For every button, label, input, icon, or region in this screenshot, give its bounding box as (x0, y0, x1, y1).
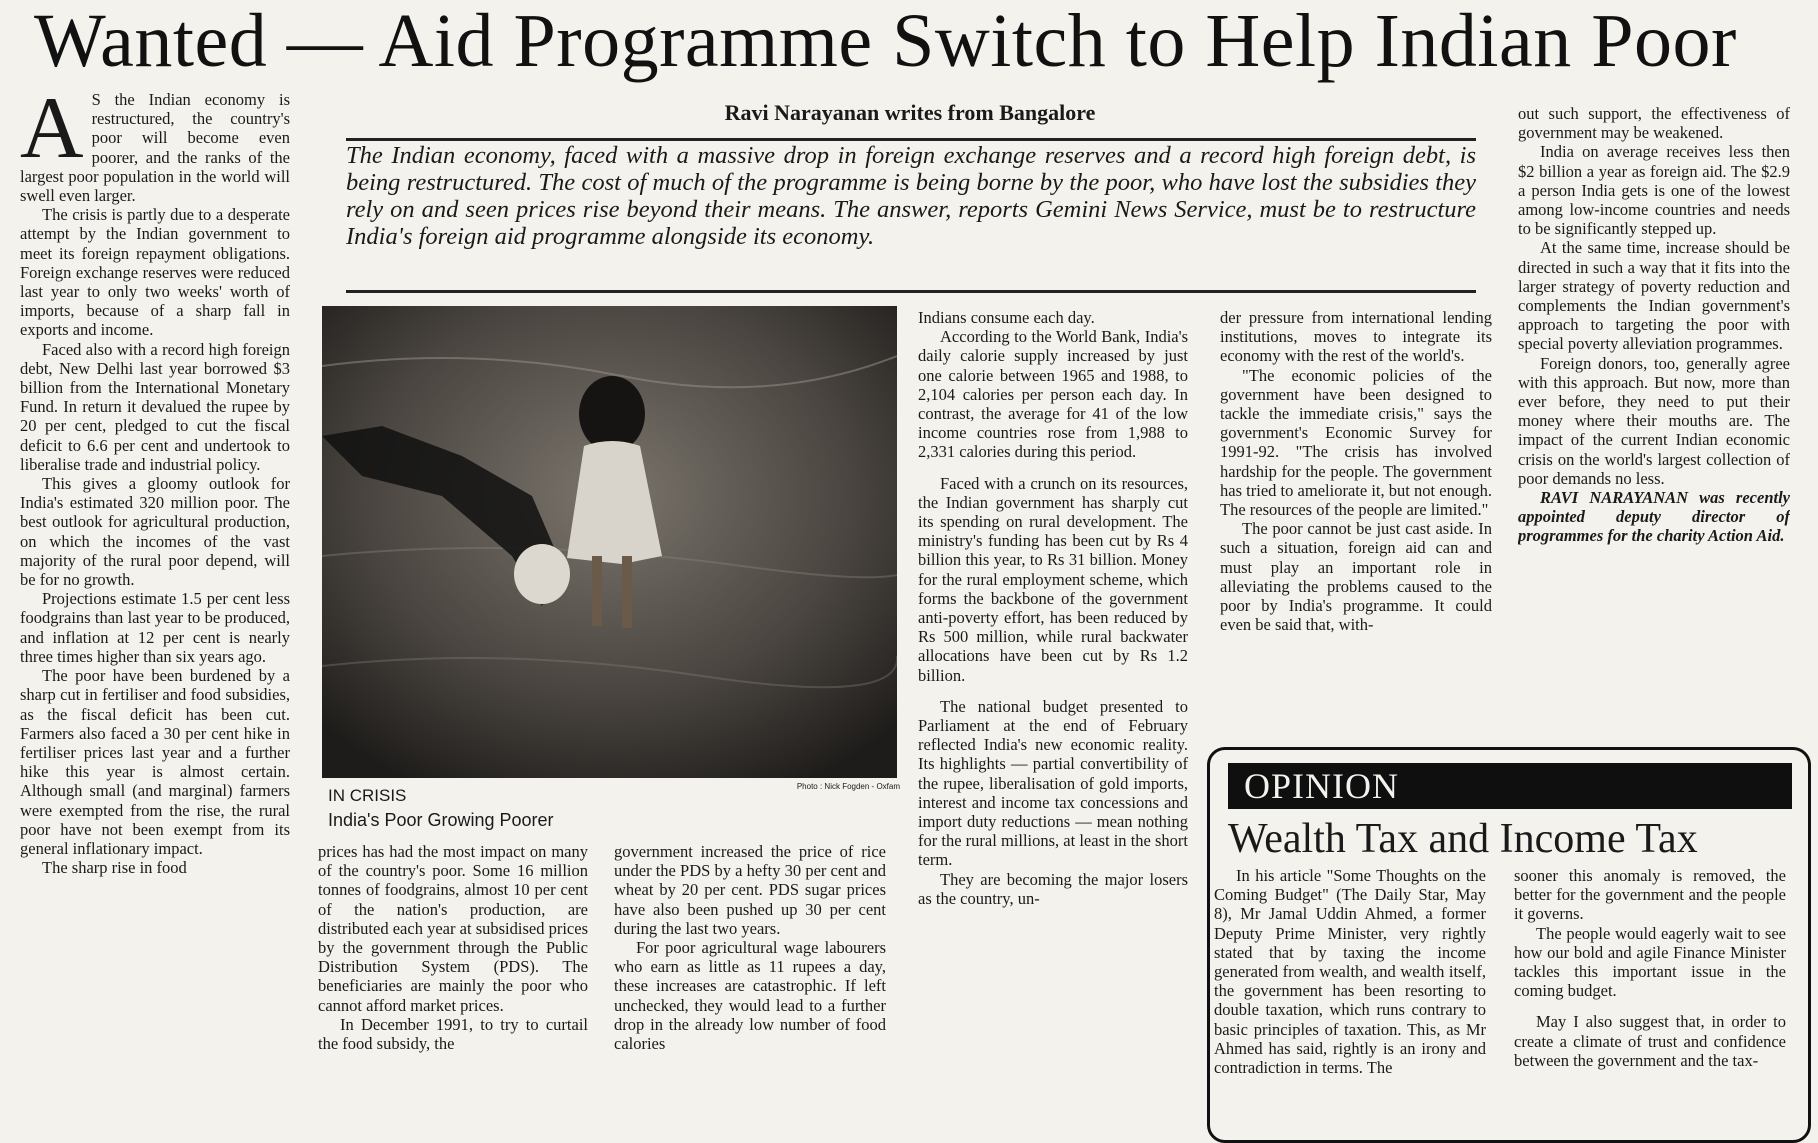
headline: Wanted — Aid Programme Switch to Help Indian Poor (34, 0, 1737, 83)
opinion-headline: Wealth Tax and Income Tax (1228, 816, 1698, 862)
rule-standfirst-bottom (346, 290, 1476, 293)
column-3 (614, 842, 886, 1112)
column-6 (1518, 104, 1790, 734)
paragraph: Foreign donors, too, generally agree with this approach. But now, more than ever before, they need to put their money where their mouths are. The impact of the current Indian economic crisis on the world's largest collection of poor demands no less. (1518, 353, 1790, 488)
opinion-label: OPINION (1228, 763, 1792, 809)
paragraph: They are becoming the major losers as the country, un- (918, 869, 1188, 908)
paragraph: government increased the price of rice under the PDS by a hefty 30 per cent and wheat by 20 per cent. PDS sugar prices have also been pushed up 30 per cent during the last two years. (614, 842, 886, 938)
paragraph: S the Indian economy is restructured, the country's poor will become even poorer, and the ranks of the largest poor population in the world will swell even larger. (20, 90, 290, 206)
paragraph: In his article "Some Thoughts on the Coming Budget" (The Daily Star, May 8), Mr Jamal Uddin Ahmed, a former Deputy Prime Minister, very rightly stated that by taxing the income generated from wealth, and wealth itself, the government has been resorting to double taxation, which runs contrary to basic principles of taxation. This, as Mr Ahmed has said, rightly is an irony and contradiction in terms. The (1214, 866, 1486, 1078)
paragraph: May I also suggest that, in order to create a climate of trust and confidence between the government and the tax- (1514, 1012, 1786, 1070)
paragraph: The people would eagerly wait to see how our bold and agile Finance Minister tackles this important issue in the coming budget. (1514, 923, 1786, 1001)
opinion-column-left (1214, 866, 1486, 1122)
column-2 (318, 842, 588, 1112)
caption-label: IN CRISIS (328, 786, 407, 805)
paragraph: Indians consume each day. (918, 308, 1095, 327)
column-1 (20, 90, 290, 1090)
paragraph: According to the World Bank, India's daily calorie supply increased by just one calorie between 1965 and 1988, to 2,104 calories per person each day. In contrast, the average for 41 of the low income countries rose from 1,988 to 2,331 calories during this period. (918, 327, 1188, 462)
paragraph: Projections estimate 1.5 per cent less foodgrains than last year to be produced, and inflation at 12 per cent is nearly three times higher than six years ago. (20, 589, 290, 666)
paragraph: At the same time, increase should be directed in such a way that it fits into the larger strategy of poverty reduction and complements the Indian government's approach to targeting the poor with special poverty alleviation programmes. (1518, 238, 1790, 354)
standfirst: The Indian economy, faced with a massive drop in foreign exchange reserves and a record high foreign debt, is being restructured. The cost of much of the programme is being borne by the poor, who have lost the subsidies they rely on and seen prices rise beyond their means. The answer, reports Gemini News Service, must be to restructure India's foreign aid programme alongside its economy. (346, 142, 1476, 250)
photo-child-on-sand (322, 306, 897, 778)
paragraph: In December 1991, to try to curtail the food subsidy, the (318, 1014, 588, 1054)
paragraph: Faced also with a record high foreign debt, New Delhi last year borrowed $3 billion from the International Monetary Fund. In return it devalued the rupee by 20 per cent, pledged to cut the fiscal deficit to 6.6 per cent and undertook to liberalise trade and industrial policy. (20, 339, 290, 474)
paragraph: The crisis is partly due to a desperate attempt by the Indian government to meet its foreign repayment obligations. Foreign exchange reserves were reduced last year to only two weeks' worth of imports, because of a sharp fall in exports and income. (20, 205, 290, 340)
paragraph: For poor agricultural wage labourers who earn as little as 11 rupees a day, these increases are catastrophic. If left unchecked, they would lead to a further drop in the already low number of food calories (614, 938, 886, 1054)
news-photo (322, 306, 897, 778)
photo-credit: Photo : Nick Fogden - Oxfam (796, 782, 900, 791)
paragraph: The poor cannot be just cast aside. In such a situation, foreign aid can and must play an important role in alleviating the problems caused to the poor by India's programme. It could even be said that, with- (1220, 519, 1492, 635)
opinion-column-right (1514, 866, 1786, 1122)
paragraph: prices has had the most impact on many of the country's poor. Some 16 million tonnes of foodgrains, almost 10 per cent of the nation's production, are distributed each year at subsidised prices by the government through the Public Distribution System (PDS). The beneficiaries are mainly the poor who cannot afford market prices. (318, 842, 588, 1015)
rule-standfirst-top (346, 138, 1476, 141)
paragraph: India on average receives less then $2 billion a year as foreign aid. The $2.9 a person India gets is one of the lowest among low-income countries and needs to be significantly stepped up. (1518, 142, 1790, 239)
author-note: RAVI NARAYANAN was recently appointed deputy director of programmes for the charity Action Aid. (1518, 488, 1790, 546)
drop-cap: A (20, 90, 84, 177)
byline: Ravi Narayanan writes from Bangalore (724, 100, 1096, 125)
paragraph: The national budget presented to Parliament at the end of February reflected India's new economic reality. Its highlights — partial convertibility of the rupee, liberalisation of gold imports, interest and income tax concessions and import duty reductions — mean nothing for the rural millions, at least in the short term. (918, 696, 1188, 870)
column-5 (1220, 308, 1492, 728)
paragraph: der pressure from international lending institutions, moves to integrate its economy with the rest of the world's. (1220, 308, 1492, 366)
paragraph: The sharp rise in food (42, 858, 187, 878)
paragraph: sooner this anomaly is removed, the better for the government and the people it governs. (1514, 866, 1786, 924)
paragraph: out such support, the effectiveness of government may be weakened. (1518, 104, 1790, 143)
paragraph: Faced with a crunch on its resources, the Indian government has sharply cut its spending on rural development. The ministry's funding has been cut by Rs 4 billion this year, to Rs 31 billion. Money for the rural employment scheme, which forms the backbone of the government anti-poverty effort, has been reduced by Rs 500 million, while rural backwater allocations have been cut by Rs 1.2 billion. (918, 473, 1188, 685)
paragraph: The poor have been burdened by a sharp cut in fertiliser and food subsidies, as the fiscal deficit has been cut. Farmers also faced a 30 per cent hike in fertiliser prices last year and a further hike this year is almost certain. Although small (and marginal) farmers were exempted from the rise, the rural poor have not been exempt from its general inflationary impact. (20, 666, 290, 858)
paragraph: This gives a gloomy outlook for India's estimated 320 million poor. The best outlook for agricultural production, on which the incomes of the vast majority of the rural poor depend, will be for no growth. (20, 474, 290, 590)
paragraph: "The economic policies of the government have been designed to tackle the immediate crisis," says the government's Economic Survey for 1991-92. "The crisis has involved hardship for the people. The government has tried to ameliorate it, but not enough. The resources of the people are limited." (1220, 365, 1492, 520)
photo-caption: India's Poor Growing Poorer (328, 810, 554, 830)
column-4 (918, 308, 1188, 1108)
